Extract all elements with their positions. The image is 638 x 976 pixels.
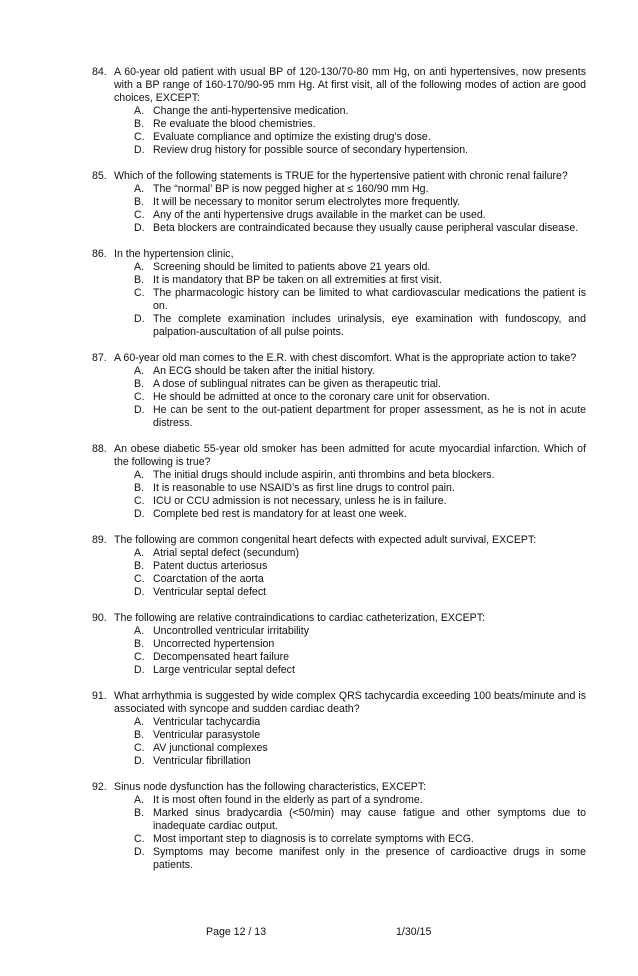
question-item (92, 352, 586, 430)
option-letter: A. (134, 716, 145, 728)
option-letter: D. (134, 404, 145, 416)
option-letter: D. (134, 508, 145, 520)
answer-option (92, 651, 586, 664)
option-text: Re evaluate the blood chemistries. (153, 118, 316, 130)
answer-option (92, 469, 586, 482)
option-text: Evaluate compliance and optimize the existing drug’s dose. (153, 131, 431, 143)
option-letter: C. (134, 573, 145, 585)
option-letter: C. (134, 495, 145, 507)
option-text: An ECG should be taken after the initial history. (153, 365, 375, 377)
option-text: Large ventricular septal defect (153, 664, 295, 676)
option-letter: B. (134, 118, 145, 130)
question-number: 85. (92, 170, 107, 182)
option-letter: A. (134, 794, 145, 806)
question-text: Sinus node dysfunction has the following characteristics, EXCEPT: (114, 781, 427, 793)
answer-option (92, 404, 586, 430)
answer-option (92, 261, 586, 274)
question-stem (92, 170, 586, 183)
option-letter: B. (134, 560, 145, 572)
option-letter: D. (134, 586, 145, 598)
option-letter: C. (134, 833, 145, 845)
question-number: 92. (92, 781, 107, 793)
option-text: It is mandatory that BP be taken on all extremities at first visit. (153, 274, 442, 286)
question-text: In the hypertension clinic, (114, 248, 234, 260)
question-item (92, 66, 586, 157)
answer-option (92, 586, 586, 599)
option-text: Decompensated heart failure (153, 651, 290, 663)
option-letter: D. (134, 755, 145, 767)
answer-option (92, 183, 586, 196)
answer-option (92, 105, 586, 118)
question-stem (92, 612, 586, 625)
option-text: A dose of sublingual nitrates can be given as therapeutic trial. (153, 378, 441, 390)
answer-option (92, 833, 586, 846)
option-letter: A. (134, 261, 145, 273)
question-text: The following are relative contraindications to cardiac catheterization, EXCEPT: (114, 612, 485, 624)
page-number: Page 12 / 13 (206, 926, 267, 938)
option-text: Complete bed rest is mandatory for at least one week. (153, 508, 407, 520)
question-text: A 60-year old man comes to the E.R. with chest discomfort. What is the appropriate action to take? (114, 352, 577, 364)
option-letter: C. (134, 131, 145, 143)
question-item (92, 170, 586, 235)
option-letter: A. (134, 105, 145, 117)
option-letter: A. (134, 365, 145, 377)
option-text: The pharmacologic history can be limited to what cardiovascular medications the patient is on. (153, 287, 586, 312)
option-text: Change the anti-hypertensive medication. (153, 105, 349, 117)
answer-option (92, 196, 586, 209)
option-text: It is most often found in the elderly as part of a syndrome. (153, 794, 423, 806)
question-text: An obese diabetic 55-year old smoker has been admitted for acute myocardial infarction. Which of the following is true? (114, 443, 586, 468)
question-stem (92, 66, 586, 105)
option-letter: C. (134, 209, 145, 221)
option-text: Uncontrolled ventricular irritability (153, 625, 310, 637)
question-item (92, 612, 586, 677)
option-text: Patent ductus arteriosus (153, 560, 268, 572)
option-list (92, 625, 586, 677)
answer-option (92, 378, 586, 391)
option-text: Ventricular fibrillation (153, 755, 251, 767)
option-letter: C. (134, 391, 145, 403)
option-text: ICU or CCU admission is not necessary, unless he is in failure. (153, 495, 447, 507)
option-text: Any of the anti hypertensive drugs available in the market can be used. (153, 209, 486, 221)
answer-option (92, 274, 586, 287)
option-list (92, 261, 586, 339)
option-list (92, 547, 586, 599)
answer-option (92, 495, 586, 508)
answer-option (92, 209, 586, 222)
question-stem (92, 690, 586, 716)
footer-date: 1/30/15 (396, 926, 432, 938)
question-stem (92, 248, 586, 261)
question-number: 87. (92, 352, 107, 364)
option-text: Screening should be limited to patients above 21 years old. (153, 261, 431, 273)
question-number: 88. (92, 443, 107, 455)
answer-option (92, 391, 586, 404)
option-letter: C. (134, 742, 145, 754)
option-text: He can be sent to the out-patient department for proper assessment, as he is not in acute distress. (153, 404, 586, 429)
answer-option (92, 638, 586, 651)
answer-option (92, 365, 586, 378)
question-stem (92, 781, 586, 794)
answer-option (92, 482, 586, 495)
option-letter: A. (134, 547, 145, 559)
question-text: Which of the following statements is TRUE for the hypertensive patient with chronic renal failure? (114, 170, 568, 182)
question-text: The following are common congenital heart defects with expected adult survival, EXCEPT: (114, 534, 537, 546)
option-letter: B. (134, 638, 145, 650)
option-letter: D. (134, 664, 145, 676)
answer-option (92, 807, 586, 833)
option-text: Most important step to diagnosis is to correlate symptoms with ECG. (153, 833, 474, 845)
option-letter: C. (134, 287, 145, 299)
option-letter: B. (134, 807, 145, 819)
question-item (92, 443, 586, 521)
option-letter: A. (134, 183, 145, 195)
answer-option (92, 508, 586, 521)
option-list (92, 183, 586, 235)
answer-option (92, 846, 586, 872)
answer-option (92, 716, 586, 729)
question-list (92, 66, 586, 885)
option-text: Ventricular parasystole (153, 729, 261, 741)
option-letter: B. (134, 729, 145, 741)
option-list (92, 716, 586, 768)
option-text: AV junctional complexes (153, 742, 268, 754)
answer-option (92, 144, 586, 157)
question-number: 90. (92, 612, 107, 624)
answer-option (92, 794, 586, 807)
option-text: The “normal’ BP is now pegged higher at ≤ 160/90 mm Hg. (153, 183, 429, 195)
answer-option (92, 547, 586, 560)
answer-option (92, 742, 586, 755)
option-letter: D. (134, 222, 145, 234)
option-list (92, 105, 586, 157)
option-letter: C. (134, 651, 145, 663)
question-stem (92, 443, 586, 469)
question-item (92, 248, 586, 339)
question-stem (92, 534, 586, 547)
answer-option (92, 118, 586, 131)
option-letter: A. (134, 469, 145, 481)
answer-option (92, 729, 586, 742)
answer-option (92, 222, 586, 235)
option-letter: A. (134, 625, 145, 637)
option-letter: B. (134, 378, 145, 390)
question-item (92, 781, 586, 872)
question-item (92, 534, 586, 599)
option-letter: D. (134, 846, 145, 858)
option-text: He should be admitted at once to the coronary care unit for observation. (153, 391, 490, 403)
answer-option (92, 131, 586, 144)
option-letter: D. (134, 313, 145, 325)
option-text: Beta blockers are contraindicated because they usually cause peripheral vascular disease. (153, 222, 579, 234)
question-text: What arrhythmia is suggested by wide complex QRS tachycardia exceeding 100 beats/minute and is associated with syncope and sudden cardiac death? (114, 690, 586, 715)
question-item (92, 690, 586, 768)
question-stem (92, 352, 586, 365)
option-letter: B. (134, 274, 145, 286)
option-text: Uncorrected hypertension (153, 638, 275, 650)
option-text: Marked sinus bradycardia (<50/min) may cause fatigue and other symptoms due to inadequate cardiac output. (153, 807, 586, 832)
option-text: Ventricular tachycardia (153, 716, 261, 728)
question-text: A 60-year old patient with usual BP of 120-130/70-80 mm Hg, on anti hypertensives, now presents with a BP range of 160-170/90-95 mm Hg. At first visit, all of the following modes of action are good choices, EXCEPT: (114, 66, 586, 104)
option-list (92, 365, 586, 430)
option-text: It will be necessary to monitor serum electrolytes more frequently. (153, 196, 461, 208)
answer-option (92, 313, 586, 339)
option-text: Coarctation of the aorta (153, 573, 264, 585)
answer-option (92, 755, 586, 768)
answer-option (92, 560, 586, 573)
option-text: Symptoms may become manifest only in the presence of cardioactive drugs in some patients. (153, 846, 586, 871)
option-list (92, 794, 586, 872)
answer-option (92, 625, 586, 638)
answer-option (92, 664, 586, 677)
option-text: Ventricular septal defect (153, 586, 267, 598)
option-text: Atrial septal defect (secundum) (153, 547, 300, 559)
option-text: It is reasonable to use NSAID’s as first line drugs to control pain. (153, 482, 455, 494)
option-text: The initial drugs should include aspirin, anti thrombins and beta blockers. (153, 469, 495, 481)
option-list (92, 469, 586, 521)
question-number: 84. (92, 66, 107, 78)
option-text: Review drug history for possible source of secondary hypertension. (153, 144, 469, 156)
question-number: 86. (92, 248, 107, 260)
question-number: 91. (92, 690, 107, 702)
option-text: The complete examination includes urinalysis, eye examination with fundoscopy, and palpation-auscultation of all pulse points. (153, 313, 586, 338)
option-letter: D. (134, 144, 145, 156)
option-letter: B. (134, 482, 145, 494)
question-number: 89. (92, 534, 107, 546)
answer-option (92, 287, 586, 313)
answer-option (92, 573, 586, 586)
option-letter: B. (134, 196, 145, 208)
